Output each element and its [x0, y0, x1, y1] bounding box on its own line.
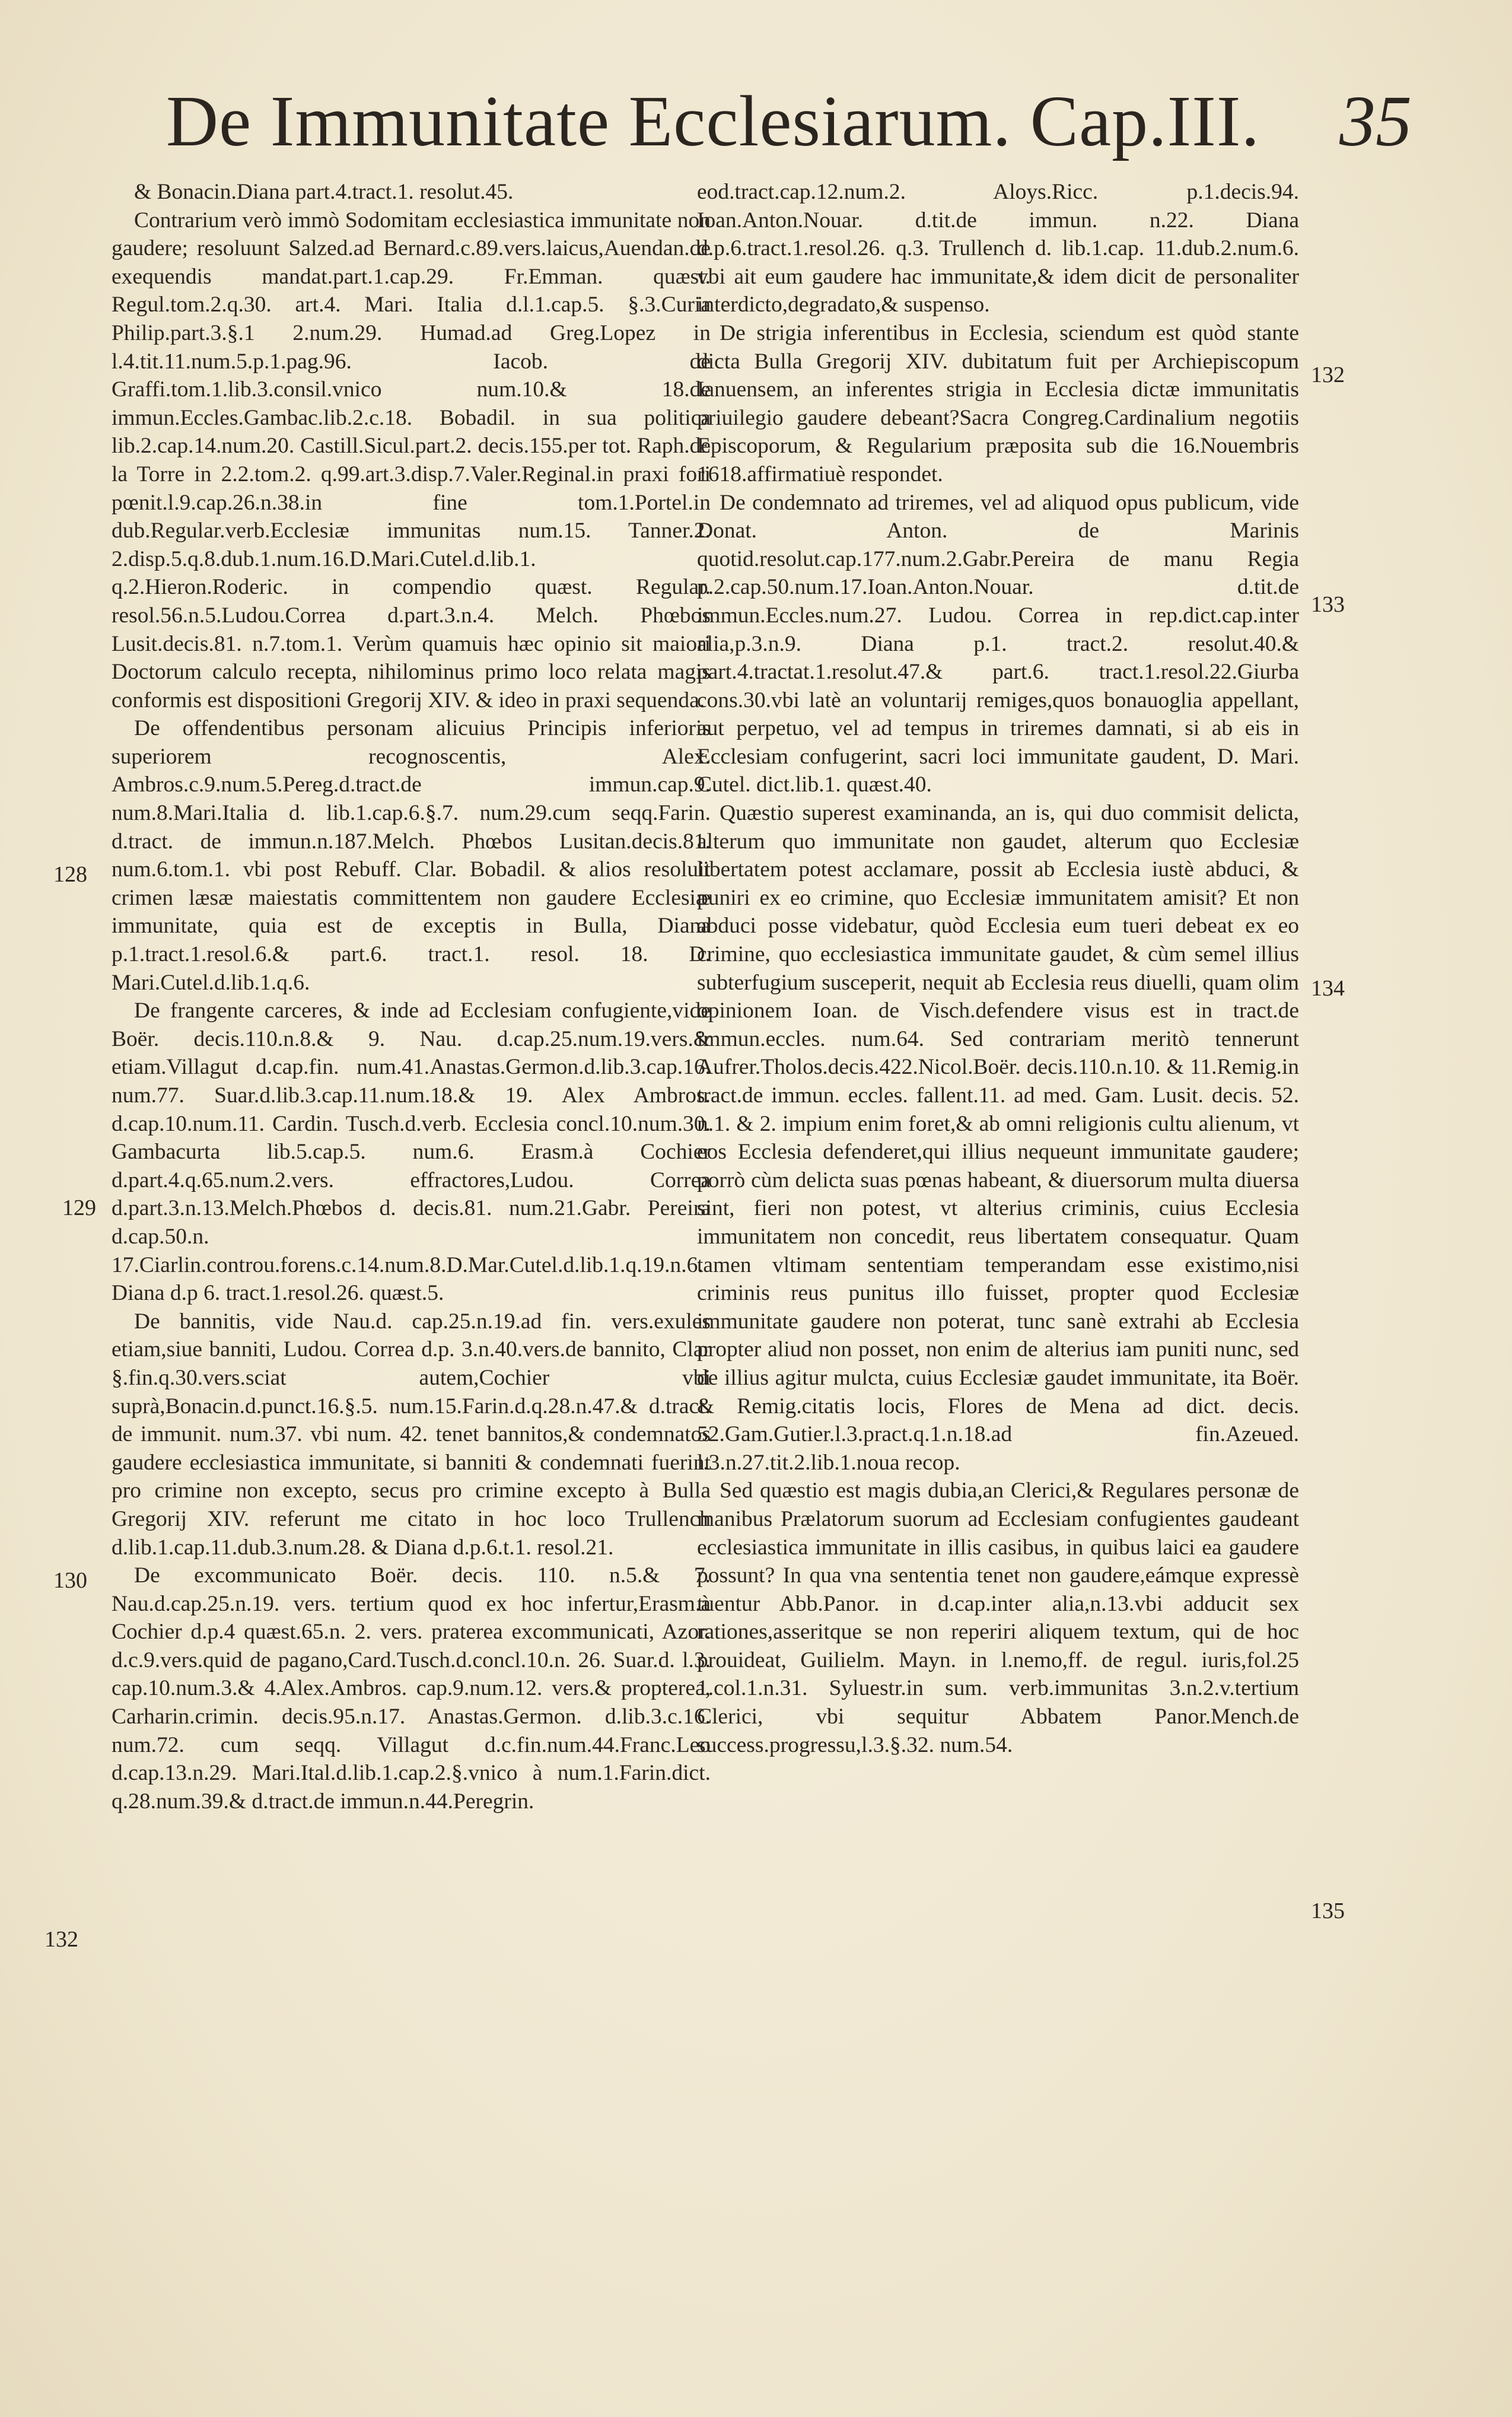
paragraph-continuation: eod.tract.cap.12.num.2. Aloys.Ricc. p.1.decis.94. Ioan.Anton.Nouar. d.tit.de immun. n.22. Diana d.p.6.tract.1.resol.26. q.3. Trullench d. lib.1.cap. 11.dub.2.num.6. vbi ait eum gaudere hac immunitate,& idem dicit de personaliter interdicto,degradato,& suspenso.: [697, 180, 1299, 317]
paragraph: Contrarium verò immò Sodomitam ecclesiastica immunitate non gaudere; resoluunt Salzed.ad Bernard.c.89.vers.laicus,Auendan.de exequendis mandat.part.1.cap.29. Fr.Emman. quæst. Regul.tom.2.q.30. art.4. Mari. Italia d.l.1.cap.5. §.3.Curia Philip.part.3.§.1 2.num.29. Humad.ad Greg.Lopez in l.4.tit.11.num.5.p.1.pag.96. Iacob. de Graffi.tom.1.lib.3.consil.vnico num.10.& 18.de immun.Eccles.Gambac.lib.2.c.18. Bobadil. in sua politica lib.2.cap.14.num.20. Castill.Sicul.part.2. decis.155.per tot. Raph.de la Torre in 2.2.tom.2. q.99.art.3.disp.7.Valer.Reginal.in praxi fori pœnit.l.9.cap.26.n.38.in fine tom.1.Portel.in dub.Regular.verb.Ecclesiæ immunitas num.15. Tanner.2. 2.disp.5.q.8.dub.1.num.16.D.Mari.Cutel.d.lib.1. q.2.Hieron.Roderic. in compendio quæst. Regular. resol.56.n.5.Ludou.Correa d.part.3.n.4. Melch. Phœbos Lusit.decis.81. n.7.tom.1. Verùm quamuis hæc opinio sit maiori Doctorum calculo recepta, nihilominus primo loco relata magis conformis est dispositioni Gregorij XIV. & ideo in praxi sequenda.: [112, 208, 711, 713]
margin-number: 135: [1311, 1898, 1345, 1923]
margin-number: 129: [62, 1195, 96, 1220]
paragraph: De condemnato ad triremes, vel ad aliquod opus publicum, vide Donat. Anton. de Marinis quotid.resolut.cap.177.num.2.Gabr.Pereira de manu Regia p.2.cap.50.num.17.Ioan.Anton.Nouar. d.tit.de immun.Eccles.num.27. Ludou. Correa in rep.dict.cap.inter alia,p.3.n.9. Diana p.1. tract.2. resolut.40.& part.4.tractat.1.resolut.47.& part.6. tract.1.resol.22.Giurba cons.30.vbi latè an voluntarij remiges,quos bonauoglia appellant, aut perpetuo, vel ad tempus in triremes damnati, si ab eis in Ecclesiam confugerint, sacri loci immunitate gaudent, D. Mari. Cutel. dict.lib.1. quæst.40.: [697, 490, 1299, 797]
paragraph: Sed quæstio est magis dubia,an Clerici,& Regulares personæ de manibus Prælatorum suorum ad Ecclesiam confugientes gaudeant ecclesiastica immunitate in illis casibus, in quibus laici ea gaudere possunt? In qua vna sententia tenet non gaudere,eámque expressè tuentur Abb.Panor. in d.cap.inter alia,n.13.vbi adducit sex rationes,asseritque se non reperiri aliquem textum, qui de hoc prouideat, Guilielm. Mayn. in l.nemo,ff. de regul. iuris,fol.25 1.col.1.n.31. Syluestr.in sum. verb.immunitas 3.n.2.v.tertium Clerici, vbi sequitur Abbatem Panor.Mench.de success.progressu,l.3.§.32. num.54.: [697, 1478, 1299, 1757]
paragraph: De strigia inferentibus in Ecclesia, sciendum est quòd stante dicta Bulla Gregorij XIV. dubitatum fuit per Archiepiscopum Ianuensem, an inferentes strigia in Ecclesia dictæ immunitatis priuilegio gaudere debeant?Sacra Congreg.Cardinalium negotiis Episcoporum, & Regularium præposita sub die 16.Nouembris 1618.affirmatiuè respondet.: [697, 320, 1299, 486]
margin-number: 133: [1311, 592, 1345, 617]
running-title: De Immunitate Ecclesiarum. Cap.III.: [166, 81, 1260, 161]
paragraph: De excommunicato Boër. decis. 110. n.5.& 7. Nau.d.cap.25.n.19. vers. tertium quod ex hoc infertur,Erasm.à Cochier d.p.4 quæst.65.n. 2. vers. praterea excommunicati, Azor. d.c.9.vers.quid de pagano,Card.Tusch.d.concl.10.n. 26. Suar.d. l.3. cap.10.num.3.& 4.Alex.Ambros. cap.9.num.12. vers.& propterea, Carharin.crimin. decis.95.n.17. Anastas.Germon. d.lib.3.c.16. num.72. cum seqq. Villagut d.c.fin.num.44.Franc.Leo d.cap.13.n.29. Mari.Ital.d.lib.1.cap.2.§.vnico à num.1.Farin.dict. q.28.num.39.& d.tract.de immun.n.44.Peregrin.: [112, 1563, 711, 1814]
paragraph: De bannitis, vide Nau.d. cap.25.n.19.ad fin. vers.exules etiam,siue banniti, Ludou. Correa d.p. 3.n.40.vers.de bannito, Clar §.fin.q.30.vers.sciat autem,Cochier vbi suprà,Bonacin.d.punct.16.§.5. num.15.Farin.d.q.28.n.47.& d.tract. de immunit. num.37. vbi num. 42. tenet bannitos,& condemnatos gaudere ecclesiastica immunitate, si banniti & condemnati fuerint pro crimine non excepto, secus pro crimine excepto à Bulla Gregorij XIV. referunt me citato in hoc loco Trullench d.lib.1.cap.11.dub.3.num.28. & Diana d.p.6.t.1. resol.21.: [112, 1309, 711, 1560]
margin-number: 134: [1311, 976, 1345, 1001]
margin-number: 132: [1311, 362, 1345, 387]
margin-number: 130: [53, 1568, 87, 1593]
left-column: [112, 178, 711, 2385]
paragraph: Quæstio superest examinanda, an is, qui duo commisit delicta, alterum quo immunitate non gaudet, alterum quo Ecclesiæ libertatem potest acclamare, possit ab Ecclesia iustè abduci, & puniri ex eo crimine, quo Ecclesiæ immunitatem amisit? Et non abduci posse videbatur, quòd Ecclesia eum tueri debeat ex eo crimine, quo ecclesiastica immunitate gaudet, & cùm semel illius subterfugium susceperit, nequit ab Ecclesia reus diuelli, quam olim opinionem Ioan. de Visch.defendere visus est in tract.de immun.eccles. num.64. Sed contrariam meritò tennerunt Aufrer.Tholos.decis.422.Nicol.Boër. decis.110.n.10. & 11.Remig.in tract.de immun. eccles. fallent.11. ad med. Gam. Lusit. decis. 52. n.1. & 2. impium enim foret,& ab omni religionis cultu alienum, vt eos Ecclesia defenderet,qui illius nequeunt immunitate gaudere; porrò cùm delicta suas pœnas habeant, & diuersorum multa diuersa sint, fieri non potest, vt alterius criminis, cuius Ecclesia immunitatem non concedit, reus libertatem consequatur. Quam tamen vltimam sententiam temperandam esse existimo,nisi criminis reus punitus illo fuisset, propter quod Ecclesiæ immunitate gaudere non poterat, tunc sanè extrahi ab Ecclesia propter aliud non posset, non enim de alterius iam puniti nunc, sed de illius agitur mulcta, cuius Ecclesiæ gaudet immunitate, ita Boër. & Remig.citatis locis, Flores de Mena ad dict. decis. 52.Gam.Gutier.l.3.pract.q.1.n.18.ad fin.Azeued. l.3.n.27.tit.2.lib.1.noua recop.: [697, 801, 1299, 1475]
margin-number: 132: [44, 1927, 78, 1952]
page-number: 35: [1339, 81, 1412, 161]
running-header: [166, 71, 1412, 172]
paragraph: De offendentibus personam alicuius Principis inferioris superiorem recognoscentis, Alex. Ambros.c.9.num.5.Pereg.d.tract.de immun.cap.9. num.8.Mari.Italia d. lib.1.cap.6.§.7. num.29.cum seqq.Farin. d.tract. de immun.n.187.Melch. Phœbos Lusitan.decis.81. num.6.tom.1. vbi post Rebuff. Clar. Bobadil. & alios resoluit crimen læsæ maiestatis committentem non gaudere Ecclesiæ immunitate, quia est de exceptis in Bulla, Diana p.1.tract.1.resol.6.& part.6. tract.1. resol. 18. D. Mari.Cutel.d.lib.1.q.6.: [112, 716, 711, 995]
margin-number: 128: [53, 862, 87, 887]
paragraph-continuation: & Bonacin.Diana part.4.tract.1. resolut.45.: [134, 180, 514, 204]
right-column: [697, 178, 1299, 2385]
paragraph: De frangente carceres, & inde ad Ecclesiam confugiente,vide Boër. decis.110.n.8.& 9. Nau. d.cap.25.num.19.vers.& etiam.Villagut d.cap.fin. num.41.Anastas.Germon.d.lib.3.cap.16. num.77. Suar.d.lib.3.cap.11.num.18.& 19. Alex Ambros. d.cap.10.num.11. Cardin. Tusch.d.verb. Ecclesia concl.10.num.30. Gambacurta lib.5.cap.5. num.6. Erasm.à Cochier d.part.4.q.65.num.2.vers. effractores,Ludou. Correa d.part.3.n.13.Melch.Phœbos d. decis.81. num.21.Gabr. Pereira d.cap.50.n. 17.Ciarlin.controu.forens.c.14.num.8.D.Mar.Cutel.d.lib.1.q.19.n.6. Diana d.p 6. tract.1.resol.26. quæst.5.: [112, 998, 711, 1306]
